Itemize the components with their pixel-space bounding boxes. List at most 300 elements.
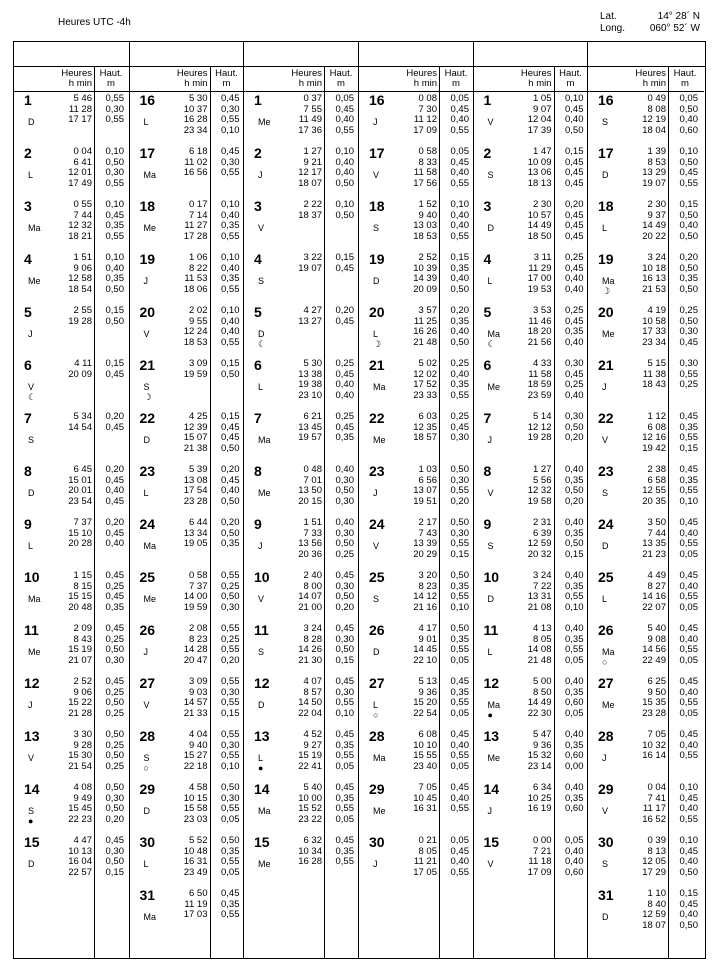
tide-times: [502, 465, 552, 507]
tide-height: 0,25: [105, 707, 124, 719]
tide-time: 12 55: [642, 485, 666, 497]
tide-time: 19 58: [527, 495, 552, 507]
tide-height: 0,50: [105, 283, 124, 295]
weekday-label: J: [487, 435, 492, 445]
day-number: 20: [139, 304, 156, 320]
tide-height: 0,15: [335, 654, 354, 666]
tide-heights: [214, 359, 240, 380]
tide-heights: [558, 677, 584, 719]
day-number: 30: [369, 834, 385, 850]
tide-heights: [214, 518, 240, 550]
tide-time: 23 14: [527, 760, 552, 772]
tide-height: 0,55: [335, 856, 354, 868]
tide-height: 0,15: [679, 442, 698, 454]
tide-time: 10 34: [298, 845, 322, 857]
tide-height: 0,45: [221, 432, 240, 444]
day-number: 9: [483, 516, 492, 532]
tide-height: 0,45: [679, 411, 698, 422]
tide-time: 20 35: [642, 495, 666, 507]
tide-time: 5 14: [533, 411, 552, 422]
tide-height: 0,55: [105, 177, 124, 189]
weekday-label: J: [373, 117, 378, 127]
tide-height: 0,05: [565, 707, 584, 719]
column-header: [474, 67, 588, 92]
weekday-label: D: [143, 435, 150, 445]
tide-height: 0,40: [450, 326, 469, 338]
tide-heights: [98, 730, 124, 772]
weekday-label: S: [258, 276, 265, 286]
tide-time: 8 00: [303, 580, 322, 592]
tide-height: 0,50: [335, 209, 354, 221]
tide-time: 5 56: [533, 474, 552, 486]
tide-height: 0,40: [450, 167, 469, 179]
tide-height: 0,55: [450, 177, 469, 189]
header-hmin: h min: [68, 78, 92, 89]
tide-time: 12 24: [183, 326, 208, 338]
tide-time: 4 08: [73, 782, 92, 793]
day-number: 19: [598, 251, 614, 267]
weekday-label: Ma: [258, 435, 271, 445]
tide-time: 8 43: [73, 633, 92, 645]
tide-height: 0,50: [105, 156, 124, 168]
tide-time: 23 54: [68, 495, 92, 507]
tide-height: 0,50: [450, 517, 469, 528]
tide-times: [42, 412, 92, 433]
tide-heights: [672, 836, 698, 878]
tide-height: 0,55: [679, 813, 698, 825]
weekday-label: Me: [258, 117, 271, 127]
weekday-label: S: [487, 170, 494, 180]
tide-times: [158, 624, 208, 666]
tide-time: 7 37: [73, 517, 92, 528]
tide-time: 11 02: [184, 156, 208, 168]
tide-height: 0,55: [450, 644, 469, 656]
tide-height: 0,30: [335, 633, 354, 645]
header-haut: Haut.: [329, 68, 353, 79]
tide-time: 9 40: [418, 209, 437, 221]
tide-times: [616, 94, 666, 136]
weekday-label: V: [373, 541, 380, 551]
tide-height: 0,45: [679, 336, 698, 348]
tide-time: 20 22: [642, 230, 666, 242]
tide-height: 0,50: [221, 782, 240, 793]
tide-heights: [328, 836, 354, 868]
tide-height: 0,25: [450, 411, 469, 422]
tide-time: 21 33: [183, 707, 208, 719]
tide-time: 15 07: [183, 432, 208, 444]
tide-time: 12 12: [527, 421, 552, 433]
tide-times: [502, 253, 552, 295]
tide-time: 0 04: [647, 782, 666, 793]
tide-height: 0,35: [221, 845, 240, 857]
day-number: 29: [598, 781, 614, 797]
tide-height: 0,45: [335, 782, 354, 793]
tide-height: 0,45: [565, 177, 584, 189]
tide-height: 0,30: [335, 686, 354, 698]
tide-height: 0,45: [335, 421, 354, 433]
tide-time: 15 19: [298, 750, 322, 762]
tide-times: [42, 783, 92, 825]
tide-times: [387, 465, 437, 507]
tide-time: 23 28: [183, 495, 208, 507]
tide-time: 6 44: [189, 517, 208, 528]
tide-heights: [558, 624, 584, 666]
tide-time: 17 09: [413, 124, 437, 136]
tide-height: 0,35: [565, 326, 584, 338]
tide-height: 0,20: [105, 411, 124, 422]
tide-time: 8 22: [189, 262, 208, 274]
tide-heights: [214, 147, 240, 179]
weekday-label: J: [28, 700, 33, 710]
tide-height: 0,30: [221, 103, 240, 115]
tide-height: 0,15: [450, 252, 469, 263]
weekday-label: J: [487, 806, 492, 816]
moon-phase-icon: ☽: [143, 392, 152, 402]
tide-time: 8 28: [303, 633, 322, 645]
tide-times: [502, 783, 552, 815]
tide-heights: [672, 889, 698, 931]
tide-time: 4 47: [73, 835, 92, 846]
tide-height: 0,30: [450, 474, 469, 486]
tide-height: 0,45: [105, 495, 124, 507]
tide-height: 0,55: [450, 591, 469, 603]
tide-time: 14 00: [183, 591, 208, 603]
tide-time: 21 54: [68, 760, 92, 772]
tide-height: 0,45: [679, 623, 698, 634]
weekday-label: Ma: [258, 806, 271, 816]
day-number: 10: [254, 569, 270, 585]
weekday-label: J: [602, 753, 607, 763]
tide-time: 18 07: [642, 919, 666, 931]
tide-time: 15 52: [298, 803, 322, 815]
tide-heights: [443, 253, 469, 295]
tide-time: 9 28: [73, 739, 92, 751]
tide-time: 2 02: [189, 305, 208, 316]
tide-times: [616, 730, 666, 762]
tide-height: 0,45: [565, 220, 584, 232]
tide-time: 1 51: [303, 517, 322, 528]
tide-height: 0,40: [335, 379, 354, 391]
tide-time: 17 36: [298, 124, 322, 136]
tide-heights: [214, 412, 240, 454]
tide-height: 0,40: [105, 262, 124, 274]
tide-times: [387, 518, 437, 560]
tide-height: 0,55: [221, 623, 240, 634]
tide-height: 0,35: [335, 845, 354, 857]
tide-time: 7 30: [418, 103, 437, 115]
tide-height: 0,30: [335, 580, 354, 592]
tide-height: 0,40: [450, 368, 469, 380]
day-number: 28: [598, 728, 614, 744]
column-header: [130, 67, 244, 92]
tide-height: 0,25: [565, 305, 584, 316]
tide-times: [272, 624, 322, 666]
tide-time: 4 17: [418, 623, 437, 634]
tide-heights: [443, 412, 469, 444]
tide-time: 23 28: [642, 707, 666, 719]
tide-time: 0 55: [73, 199, 92, 210]
tide-time: 23 22: [298, 813, 322, 825]
tide-height: 0,35: [105, 601, 124, 613]
tide-height: 0,00: [565, 760, 584, 772]
tide-height: 0,55: [221, 697, 240, 709]
tide-time: 22 07: [642, 601, 666, 613]
tide-height: 0,05: [335, 760, 354, 772]
tide-time: 9 01: [418, 633, 437, 645]
tide-height: 0,50: [450, 336, 469, 348]
tide-time: 2 38: [647, 464, 666, 475]
tide-time: 17 28: [183, 230, 208, 242]
tide-height: 0,10: [335, 707, 354, 719]
day-number: 4: [254, 251, 262, 267]
weekday-label: L: [258, 753, 264, 763]
tide-height: 0,40: [221, 209, 240, 221]
tide-time: 11 17: [642, 803, 666, 815]
tide-times: [387, 571, 437, 613]
tide-time: 10 37: [183, 103, 208, 115]
tide-height: 0,50: [679, 156, 698, 168]
tide-height: 0,30: [221, 156, 240, 168]
day-number: 7: [24, 410, 32, 426]
tide-time: 6 32: [303, 835, 322, 846]
tide-height: 0,10: [679, 782, 698, 793]
tide-height: 0,50: [565, 124, 584, 136]
tide-heights: [558, 94, 584, 136]
tide-height: 0,40: [450, 220, 469, 232]
weekday-label: Me: [602, 329, 615, 339]
tide-times: [158, 783, 208, 825]
tide-height: 0,10: [679, 495, 698, 507]
tide-height: 0,55: [221, 644, 240, 656]
weekday-label: S: [373, 594, 380, 604]
tide-time: 20 47: [183, 654, 208, 666]
tide-height: 0,05: [450, 835, 469, 846]
tide-time: 13 34: [183, 527, 208, 539]
tide-height: 0,55: [565, 644, 584, 656]
tide-times: [272, 306, 322, 327]
weekday-label: Me: [28, 276, 41, 286]
tide-height: 0,50: [221, 591, 240, 603]
tide-time: 4 33: [533, 358, 552, 369]
lat-value: 14° 28´ N: [657, 11, 700, 22]
tide-time: 16 19: [527, 803, 552, 815]
tide-height: 0,55: [679, 177, 698, 189]
day-number: 26: [598, 622, 614, 638]
day-number: 13: [254, 728, 270, 744]
weekday-label: D: [373, 647, 380, 657]
tide-time: 11 18: [528, 856, 552, 868]
tide-height: 0,35: [335, 792, 354, 804]
tide-height: 0,10: [335, 199, 354, 210]
day-number: 4: [24, 251, 32, 267]
tide-height: 0,20: [105, 464, 124, 475]
tide-times: [616, 147, 666, 189]
tide-time: 1 39: [647, 146, 666, 157]
header-haut: Haut.: [99, 68, 123, 79]
tide-time: 9 49: [73, 792, 92, 804]
tide-height: 0,55: [335, 750, 354, 762]
tide-time: 21 07: [68, 654, 92, 666]
tide-heights: [328, 783, 354, 825]
tide-time: 22 18: [183, 760, 208, 772]
day-number: 14: [24, 781, 40, 797]
day-number: 29: [139, 781, 156, 797]
tide-times: [616, 677, 666, 719]
tide-height: 0,45: [105, 474, 124, 486]
tide-time: 8 08: [647, 103, 666, 115]
tide-height: 0,25: [105, 739, 124, 751]
tide-height: 0,10: [450, 199, 469, 210]
moon-phase-icon: ●: [487, 710, 493, 720]
tide-heights: [98, 412, 124, 433]
tide-times: [502, 306, 552, 348]
tide-heights: [98, 253, 124, 295]
tide-height: 0,05: [335, 93, 354, 104]
tide-time: 18 53: [413, 230, 437, 242]
tide-times: [502, 200, 552, 242]
weekday-label: L: [487, 276, 493, 286]
tide-height: 0,55: [105, 230, 124, 242]
tide-height: 0,40: [679, 739, 698, 751]
tide-time: 5 47: [533, 729, 552, 740]
tide-height: 0,30: [221, 792, 240, 804]
tide-time: 15 30: [68, 750, 92, 762]
tide-time: 2 40: [303, 570, 322, 581]
tide-height: 0,35: [221, 898, 240, 910]
column-header: [359, 67, 473, 92]
tide-height: 0,10: [221, 124, 240, 136]
tide-time: 10 48: [183, 845, 208, 857]
weekday-label: V: [487, 859, 494, 869]
tide-time: 15 27: [183, 750, 208, 762]
day-number: 3: [254, 198, 262, 214]
tide-height: 0,05: [679, 93, 698, 104]
day-number: 4: [483, 251, 492, 267]
tide-height: 0,10: [679, 835, 698, 846]
timezone-label: Heures UTC -4h: [58, 17, 131, 28]
tide-heights: [672, 624, 698, 666]
tide-height: 0,50: [221, 527, 240, 539]
tide-height: 0,30: [105, 845, 124, 857]
tide-height: 0,40: [221, 262, 240, 274]
tide-time: 20 28: [68, 538, 92, 550]
tide-heights: [98, 94, 124, 126]
tide-time: 18 54: [68, 283, 92, 295]
tide-height: 0,50: [450, 623, 469, 634]
tide-height: 0,15: [565, 146, 584, 157]
tide-time: 1 52: [418, 199, 437, 210]
tide-heights: [672, 412, 698, 454]
tide-times: [616, 783, 666, 825]
tide-height: 0,25: [221, 580, 240, 592]
tide-times: [158, 836, 208, 878]
tide-time: 7 05: [418, 782, 437, 793]
weekday-label: V: [258, 594, 265, 604]
weekday-label: Ma: [602, 276, 615, 286]
tide-time: 7 41: [647, 792, 666, 804]
tide-time: 23 40: [413, 760, 437, 772]
tide-time: 1 27: [533, 464, 552, 475]
day-number: 17: [139, 145, 156, 161]
coordinates: [600, 11, 700, 35]
tide-time: 18 06: [183, 283, 208, 295]
tide-times: [387, 836, 437, 878]
tide-time: 6 34: [533, 782, 552, 793]
tide-height: 0,40: [335, 389, 354, 401]
tide-time: 14 08: [527, 644, 552, 656]
tide-time: 1 06: [189, 252, 208, 263]
tide-height: 0,35: [450, 379, 469, 391]
tide-time: 0 37: [303, 93, 322, 104]
tide-time: 3 24: [303, 623, 322, 634]
tide-time: 16 26: [413, 326, 437, 338]
tide-height: 0,45: [450, 782, 469, 793]
tide-time: 2 09: [73, 623, 92, 634]
tide-height: 0,40: [450, 792, 469, 804]
tide-heights: [558, 200, 584, 242]
day-number: 9: [24, 516, 32, 532]
tide-heights: [443, 518, 469, 560]
tide-heights: [558, 253, 584, 295]
day-number: 30: [139, 834, 156, 850]
tide-height: 0,50: [335, 485, 354, 497]
tide-height: 0,35: [565, 633, 584, 645]
moon-phase-icon: ○: [373, 710, 379, 720]
tide-heights: [672, 306, 698, 348]
weekday-label: D: [258, 329, 265, 339]
tide-time: 6 50: [189, 888, 208, 899]
tide-height: 0,50: [105, 856, 124, 868]
tide-time: 11 38: [642, 368, 666, 380]
day-number: 22: [369, 410, 385, 426]
tide-height: 0,55: [450, 866, 469, 878]
tide-time: 7 05: [647, 729, 666, 740]
tide-times: [502, 730, 552, 772]
tide-time: 6 45: [73, 464, 92, 475]
tide-time: 8 05: [418, 845, 437, 857]
tide-time: 22 49: [642, 654, 666, 666]
tide-heights: [98, 147, 124, 189]
weekday-label: V: [487, 488, 494, 498]
tide-time: 22 23: [68, 813, 92, 825]
day-number: 7: [483, 410, 492, 426]
tide-heights: [214, 200, 240, 242]
tide-times: [616, 624, 666, 666]
tide-time: 6 25: [647, 676, 666, 687]
tide-height: 0,40: [565, 273, 584, 285]
tide-heights: [328, 677, 354, 719]
day-number: 10: [483, 569, 500, 585]
tide-time: 13 29: [642, 167, 666, 179]
day-number: 26: [139, 622, 156, 638]
day-number: 24: [598, 516, 614, 532]
weekday-label: Ma: [143, 541, 157, 551]
tide-time: 15 20: [413, 697, 437, 709]
tide-time: 1 10: [647, 888, 666, 899]
tide-height: 0,35: [221, 538, 240, 550]
tide-time: 3 24: [647, 252, 666, 263]
day-number: 18: [598, 198, 614, 214]
weekday-label: L: [143, 117, 149, 127]
tide-time: 6 08: [418, 729, 437, 740]
weekday-label: D: [28, 117, 35, 127]
tide-time: 20 32: [527, 548, 552, 560]
tide-time: 4 27: [303, 305, 322, 316]
tide-height: 0,50: [679, 315, 698, 327]
weekday-label: D: [602, 912, 609, 922]
tide-time: 21 53: [642, 283, 666, 295]
tide-times: [272, 412, 322, 444]
